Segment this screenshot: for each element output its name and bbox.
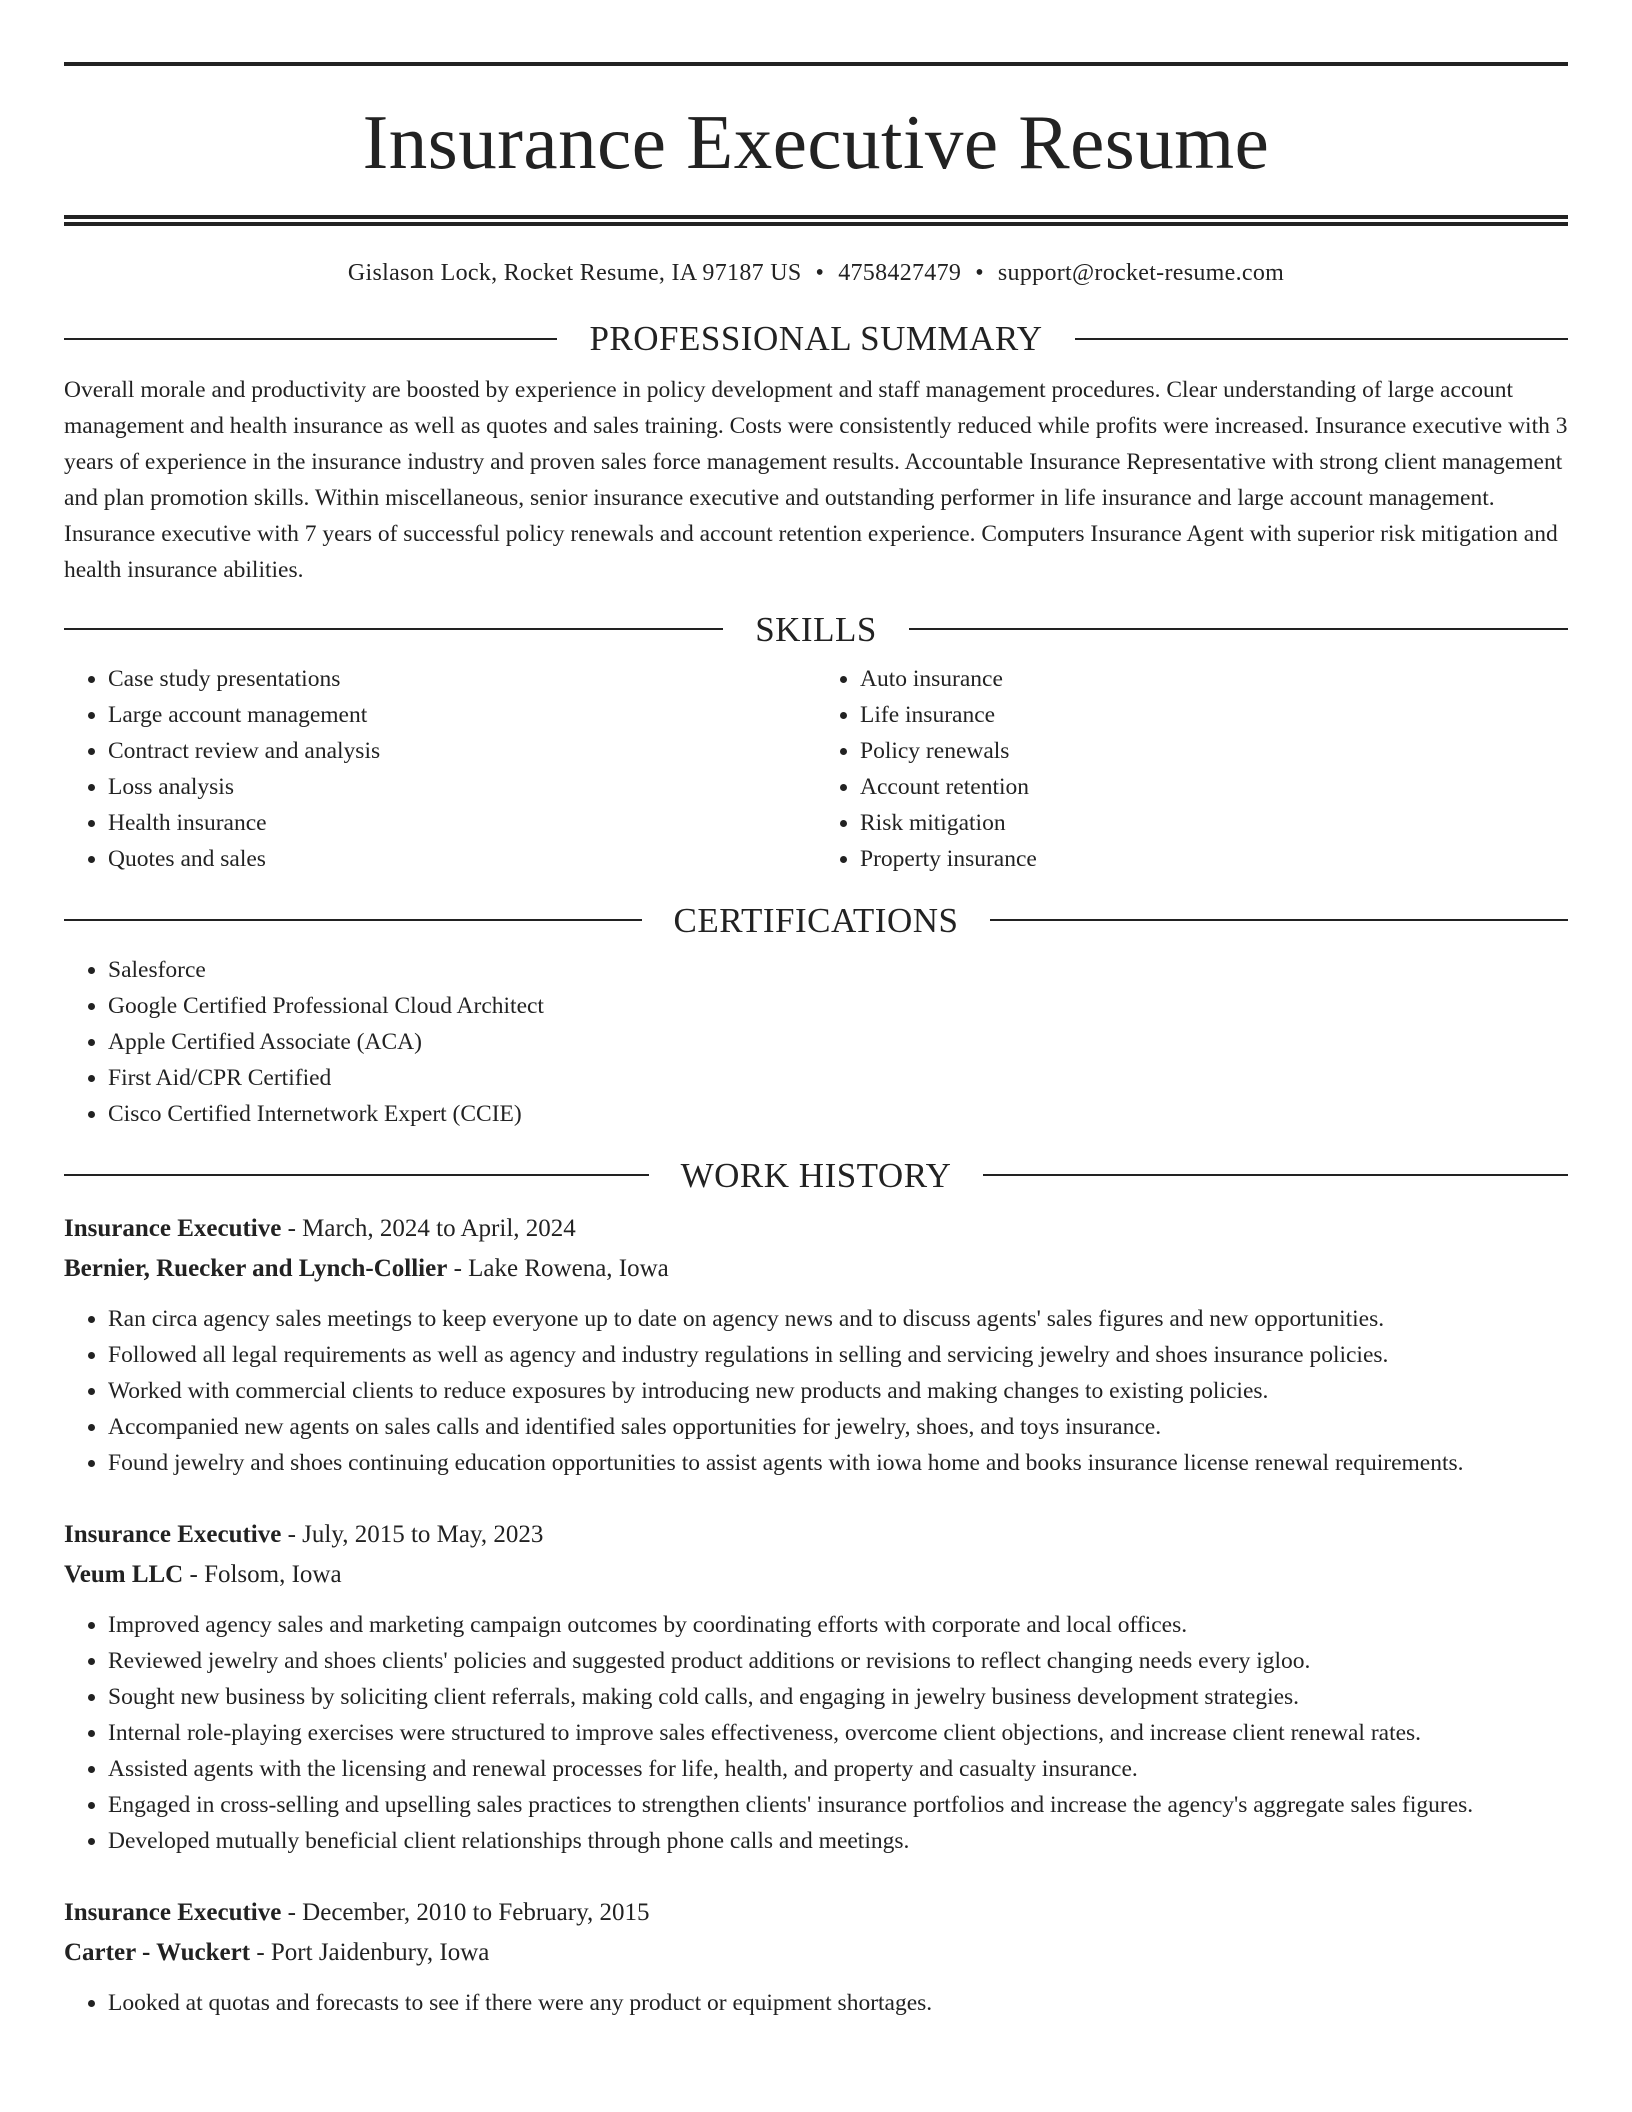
skill-item: • Case study presentations — [108, 661, 816, 697]
job-bullet: • Internal role-playing exercises were structured to improve sales effectiveness, overcome client objections, and increase client renewal rates. — [108, 1715, 1568, 1751]
job-bullet: • Engaged in cross-selling and upselling sales practices to strengthen clients' insurance portfolios and increase the agency's aggregate sales figures. — [108, 1787, 1568, 1823]
heading-rule-right — [983, 1174, 1568, 1176]
contact-line — [64, 260, 1568, 287]
heading-rule-right — [1075, 338, 1568, 340]
job-title-line — [64, 1515, 1568, 1555]
skill-item: • Account retention — [860, 769, 1568, 805]
skill-item: • Contract review and analysis — [108, 733, 816, 769]
certification-item: • First Aid/CPR Certified — [108, 1060, 1568, 1096]
skills-columns — [64, 661, 1568, 877]
certification-item: • Apple Certified Associate (ACA) — [108, 1024, 1568, 1060]
job-company-line — [64, 1933, 1568, 1973]
skills-list-left — [64, 661, 816, 877]
heading-rule-left — [64, 919, 642, 921]
contact-address: Gislason Lock, Rocket Resume, IA 97187 US — [347, 260, 802, 286]
heading-rule-right — [909, 628, 1568, 630]
skills-list-right — [816, 661, 1568, 877]
skill-item: • Large account management — [108, 697, 816, 733]
summary-heading: PROFESSIONAL SUMMARY — [589, 319, 1043, 358]
job-entry — [64, 1515, 1568, 1859]
contact-separator: • — [975, 260, 984, 286]
job-bullet: • Followed all legal requirements as well as agency and industry regulations in selling and servicing jewelry and shoes insurance policies. — [108, 1337, 1568, 1373]
job-title: Insurance Executive — [64, 1214, 282, 1242]
contact-phone: 4758427479 — [838, 260, 962, 286]
title-double-rule — [64, 215, 1568, 226]
job-dates: - March, 2024 to April, 2024 — [281, 1214, 576, 1242]
contact-separator: • — [815, 260, 825, 286]
certifications-heading: CERTIFICATIONS — [673, 900, 959, 940]
job-entry — [64, 1209, 1568, 1481]
job-bullet: • Developed mutually beneficial client relationships through phone calls and meetings. — [108, 1823, 1568, 1859]
job-bullets — [64, 1301, 1568, 1481]
title-block — [64, 99, 1568, 185]
skill-item: • Life insurance — [860, 697, 1568, 733]
job-dates: - December, 2010 to February, 2015 — [281, 1898, 650, 1926]
job-company: Bernier, Ruecker and Lynch-Collier — [64, 1254, 448, 1282]
job-location: - Port Jaidenbury, Iowa — [250, 1938, 490, 1966]
page-title: Insurance Executive Resume — [362, 99, 1270, 185]
job-bullet: • Worked with commercial clients to reduce exposures by introducing new products and making changes to existing policies. — [108, 1373, 1568, 1409]
heading-rule-left — [64, 338, 557, 340]
job-title-line — [64, 1893, 1568, 1933]
certification-item: • Cisco Certified Internetwork Expert (CCIE) — [108, 1096, 1568, 1132]
job-location: - Folsom, Iowa — [183, 1560, 342, 1588]
heading-rule-right — [990, 919, 1568, 921]
job-company-line — [64, 1249, 1568, 1289]
job-company-line — [64, 1555, 1568, 1595]
job-bullet: • Accompanied new agents on sales calls and identified sales opportunities for jewelry, shoes, and toys insurance. — [108, 1409, 1568, 1445]
skills-heading: SKILLS — [755, 609, 877, 649]
job-location: - Lake Rowena, Iowa — [447, 1254, 669, 1282]
job-company: Veum LLC — [64, 1560, 184, 1588]
job-bullet: • Improved agency sales and marketing campaign outcomes by coordinating efforts with corporate and local offices. — [108, 1607, 1568, 1643]
job-title: Insurance Executive — [64, 1898, 282, 1926]
job-bullet: • Reviewed jewelry and shoes clients' policies and suggested product additions or revisions to reflect changing needs every igloo. — [108, 1643, 1568, 1679]
skill-item: • Auto insurance — [860, 661, 1568, 697]
skill-item: • Quotes and sales — [108, 841, 816, 877]
heading-rule-left — [64, 628, 723, 630]
certification-item: • Salesforce — [108, 952, 1568, 988]
skills-section-heading — [64, 609, 1568, 649]
job-bullets — [64, 1607, 1568, 1859]
work-heading: WORK HISTORY — [680, 1155, 952, 1195]
job-dates: - July, 2015 to May, 2023 — [281, 1520, 544, 1548]
job-company: Carter - Wuckert — [64, 1938, 251, 1966]
job-bullet: • Assisted agents with the licensing and renewal processes for life, health, and property and casualty insurance. — [108, 1751, 1568, 1787]
summary-text: Overall morale and productivity are boosted by experience in policy development and staff management procedures. Clear understanding of large account management and health insurance as well as quotes and sales training. Costs were consistently reduced while profits were increased. Insurance executive with 3 years of experience in the insurance industry and proven sales force management results. Accountable Insurance Representative with strong client management and plan promotion skills. Within miscellaneous, senior insurance executive and outstanding performer in life insurance and large account management. Insurance executive with 7 years of successful policy renewals and account retention experience. Computers Insurance Agent with superior risk mitigation and health insurance abilities. — [64, 377, 1568, 583]
certifications-list — [64, 952, 1568, 1132]
skill-item: • Loss analysis — [108, 769, 816, 805]
summary-section-heading — [64, 321, 1568, 356]
top-rule — [64, 62, 1568, 66]
job-entry — [64, 1893, 1568, 2021]
heading-rule-left — [64, 1174, 649, 1176]
skill-item: • Property insurance — [860, 841, 1568, 877]
job-bullet: • Sought new business by soliciting client referrals, making cold calls, and engaging in jewelry business development strategies. — [108, 1679, 1568, 1715]
contact-email: support@rocket-resume.com — [997, 260, 1285, 286]
certification-item: • Google Certified Professional Cloud Architect — [108, 988, 1568, 1024]
job-bullet: • Found jewelry and shoes continuing education opportunities to assist agents with iowa home and books insurance license renewal requirements. — [108, 1445, 1568, 1481]
work-section-heading — [64, 1155, 1568, 1195]
skill-item: • Risk mitigation — [860, 805, 1568, 841]
certifications-section-heading — [64, 900, 1568, 940]
job-bullet: • Looked at quotas and forecasts to see if there were any product or equipment shortages. — [108, 1985, 1568, 2021]
skill-item: • Health insurance — [108, 805, 816, 841]
job-bullets — [64, 1985, 1568, 2021]
job-bullet: • Ran circa agency sales meetings to keep everyone up to date on agency news and to discuss agents' sales figures and new opportunities. — [108, 1301, 1568, 1337]
job-title: Insurance Executive — [64, 1520, 282, 1548]
job-title-line — [64, 1209, 1568, 1249]
skill-item: • Policy renewals — [860, 733, 1568, 769]
